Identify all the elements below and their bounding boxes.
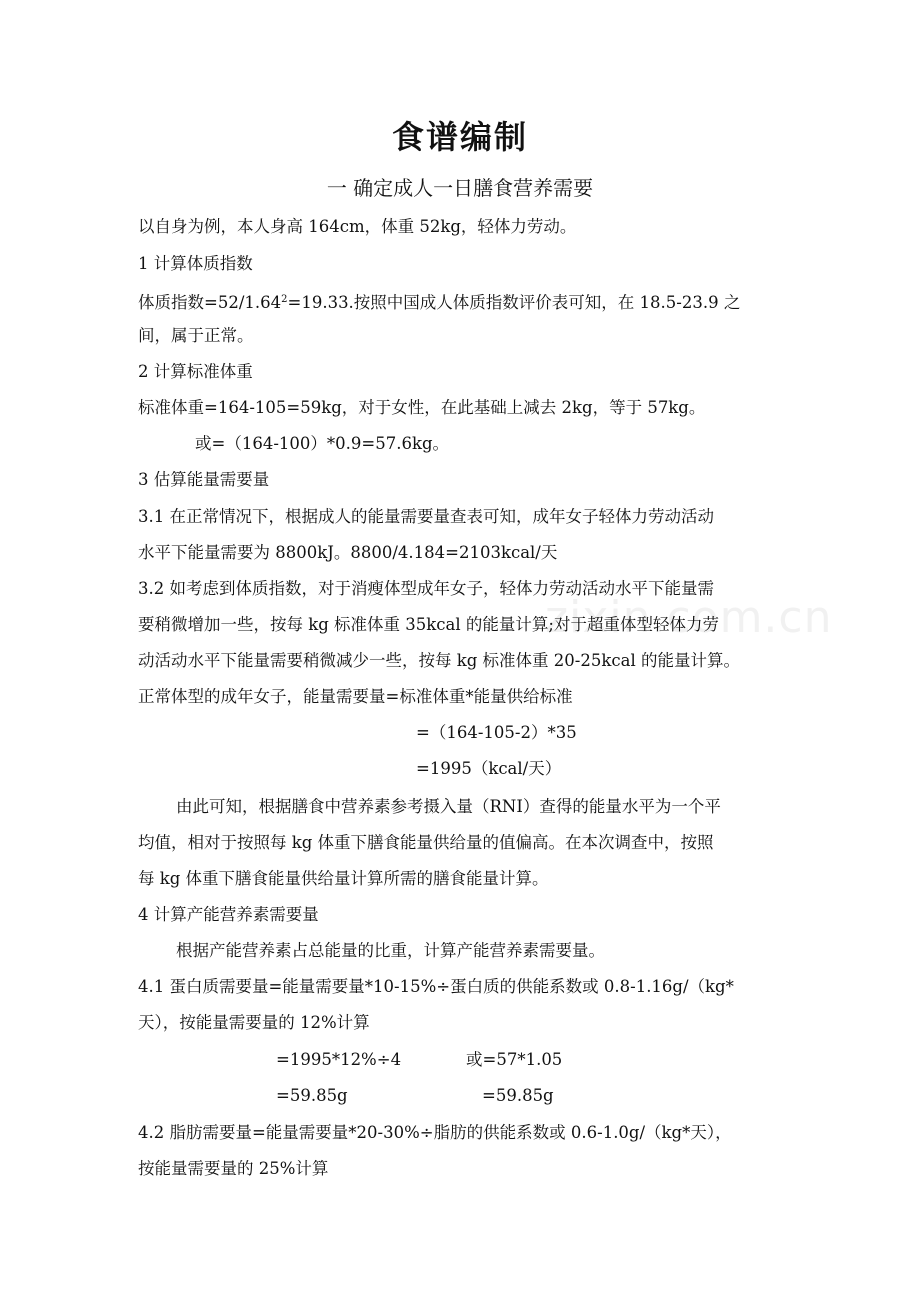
paragraph-conclusion-line-2: 均值，相对于按照每 kg 体重下膳食能量供给量的值偏高。在本次调查中，按照	[138, 833, 714, 852]
paragraph-3-2-line-2: 要稍微增加一些，按每 kg 标准体重 35kcal 的能量计算;对于超重体型轻体力劳	[138, 615, 719, 634]
paragraph-3-2-line-4: 正常体型的成年女子，能量需要量=标准体重*能量供给标准	[138, 687, 573, 706]
bmi-exponent: 2	[281, 294, 288, 305]
paragraph-bmi-line-1	[138, 289, 740, 314]
paragraph-4-1-line-2: 天），按能量需要量的 12%计算	[138, 1013, 370, 1032]
paragraph-standard-weight-2: 或=（164-100）*0.9=57.6kg。	[195, 434, 450, 453]
paragraph-4-1-line-1: 4.1 蛋白质需要量=能量需要量*10-15%÷蛋白质的供能系数或 0.8-1.16g/（kg*	[138, 977, 734, 996]
protein-calc-1-left: =1995*12%÷4	[276, 1050, 402, 1069]
energy-calc-line-2: =1995（kcal/天）	[416, 759, 562, 778]
paragraph-standard-weight-1: 标准体重=164-105=59kg，对于女性，在此基础上减去 2kg，等于 57kg。	[138, 398, 706, 417]
protein-calc-1-right: 或=57*1.05	[466, 1050, 563, 1069]
paragraph-4-2-line-1: 4.2 脂肪需要量=能量需要量*20-30%÷脂肪的供能系数或 0.6-1.0g/（kg*天），	[138, 1123, 732, 1142]
paragraph-intro: 以自身为例，本人身高 164cm，体重 52kg，轻体力劳动。	[138, 217, 577, 236]
bmi-formula-part-a: 体质指数=52/1.64	[138, 293, 282, 312]
paragraph-macronutrients-intro: 根据产能营养素占总能量的比重，计算产能营养素需要量。	[176, 941, 605, 960]
paragraph-bmi-line-2: 间，属于正常。	[138, 326, 254, 345]
paragraph-3-1-line-1: 3.1 在正常情况下，根据成人的能量需要量查表可知，成年女子轻体力劳动活动	[138, 507, 714, 526]
heading-standard-weight: 2 计算标准体重	[138, 362, 253, 381]
heading-bmi: 1 计算体质指数	[138, 254, 253, 273]
paragraph-4-2-line-2: 按能量需要量的 25%计算	[138, 1159, 329, 1178]
paragraph-3-2-line-3: 动活动水平下能量需要稍微减少一些，按每 kg 标准体重 20-25kcal 的能量计算。	[138, 651, 740, 670]
watermark: zixin.com.cn	[545, 592, 833, 643]
paragraph-3-2-line-1: 3.2 如考虑到体质指数，对于消瘦体型成年女子，轻体力劳动活动水平下能量需	[138, 579, 714, 598]
energy-calc-line-1: =（164-105-2）*35	[416, 723, 577, 742]
paragraph-3-1-line-2: 水平下能量需要为 8800kJ。8800/4.184=2103kcal/天	[138, 543, 558, 562]
bmi-formula-part-b: =19.33.按照中国成人体质指数评价表可知，在 18.5-23.9 之	[287, 293, 741, 312]
paragraph-conclusion-line-3: 每 kg 体重下膳食能量供给量计算所需的膳食能量计算。	[138, 869, 549, 888]
protein-calc-2-right: =59.85g	[482, 1086, 554, 1105]
section-heading-1: 一 确定成人一日膳食营养需要	[326, 176, 594, 200]
paragraph-conclusion-line-1: 由此可知，根据膳食中营养素参考摄入量（RNI）查得的能量水平为一个平	[176, 797, 721, 816]
heading-macronutrients: 4 计算产能营养素需要量	[138, 905, 319, 924]
heading-energy: 3 估算能量需要量	[138, 470, 270, 489]
document-title: 食谱编制	[391, 118, 528, 156]
protein-calc-2-left: =59.85g	[276, 1086, 348, 1105]
